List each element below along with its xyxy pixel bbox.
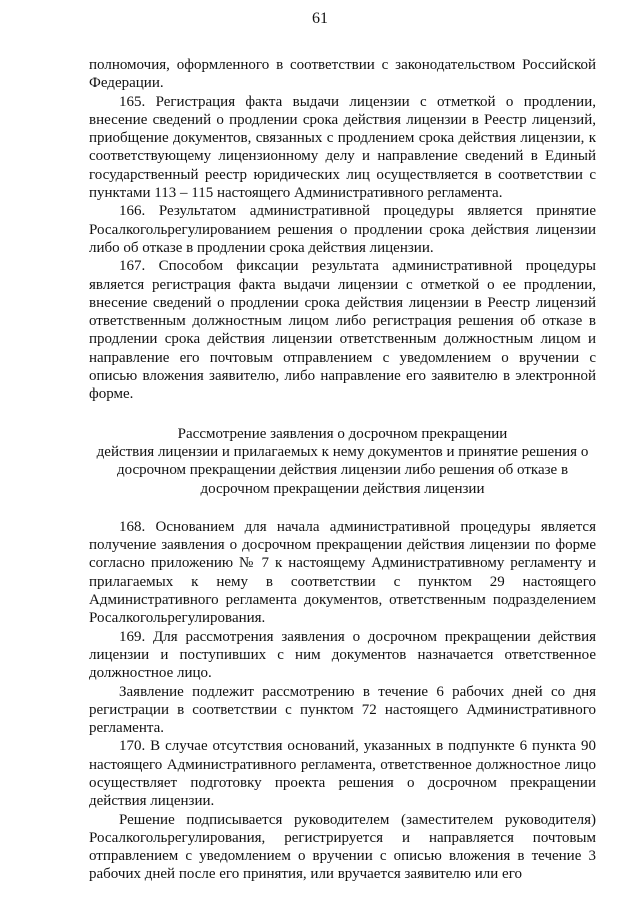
section-heading-line: действия лицензии и прилагаемых к нему документов и принятие решения о xyxy=(96,443,589,460)
section-heading xyxy=(89,425,596,498)
paragraph-166: 166. Результатом административной процедуры является принятие Росалкогольрегулированием решения о продлении срока действия лицензии либо об отказе в продлении срока действия лицензии. xyxy=(89,203,596,256)
paragraph-decision: Решение подписывается руководителем (заместителем руководителя) Росалкогольрегулирования, регистрируется и направляется почтовым отправлением с уведомлением о вручении с описью вложения в течение 3 рабочих дней после его принятия, или вручается заявителю или его xyxy=(89,811,596,883)
paragraph-170: 170. В случае отсутствия оснований, указанных в подпункте 6 пункта 90 настоящего Административного регламента, ответственное должностное лицо осуществляет подготовку проекта решения о досрочном прекращении действия лицензии. xyxy=(89,738,596,810)
paragraph-165: 165. Регистрация факта выдачи лицензии с отметкой о продлении, внесение сведений о продлении срока действия лицензии в Реестр лицензий, приобщение документов, связанных с продлением срока действия лицензии, к соответствующему лицензионному делу и направление сведений в Единый государственный реестр юридических лиц осуществляется в соответствии с пунктами 113 – 115 настоящего Административного регламента. xyxy=(89,93,596,202)
paragraphs-after-heading xyxy=(89,518,596,884)
section-heading-line: Рассмотрение заявления о досрочном прекращении xyxy=(177,425,508,442)
paragraphs-before-heading xyxy=(89,56,596,404)
paragraph-168: 168. Основанием для начала административной процедуры является получение заявления о досрочном прекращении действия лицензии по форме согласно приложению № 7 к настоящему Административному регламенту и прилагаемых к нему в соответствии с пунктом 29 настоящего Административного регламента документов, ответственным подразделением Росалкогольрегулирования. xyxy=(89,518,596,627)
paragraph-167: 167. Способом фиксации результата административной процедуры является регистрация факта выдачи лицензии с отметкой о ее продлении, внесение сведений о продлении срока действия лицензии в Реестр лицензий ответственным должностным лицом либо регистрация решения об отказе в продлении срока действия лицензии ответственным должностным лицом и направление его почтовым отправлением с уведомлением о вручении с описью вложения заявителю, либо направление его заявителю в электронной форме. xyxy=(89,258,596,403)
section-heading-line: досрочном прекращении действия лицензии либо решения об отказе в xyxy=(116,462,569,479)
paragraph-169: 169. Для рассмотрения заявления о досрочном прекращении действия лицензии и поступивших с ним документов назначается ответственное должностное лицо. xyxy=(89,628,596,682)
section-heading-line: досрочном прекращении действия лицензии xyxy=(200,480,485,497)
paragraph-review-term: Заявление подлежит рассмотрению в течение 6 рабочих дней со дня регистрации в соответствии с пунктом 72 настоящего Административного регламента. xyxy=(89,683,596,737)
document-body xyxy=(89,56,596,884)
paragraph: полномочия, оформленного в соответствии с законодательством Российской Федерации. xyxy=(89,57,596,92)
page-number: 61 xyxy=(312,10,328,27)
